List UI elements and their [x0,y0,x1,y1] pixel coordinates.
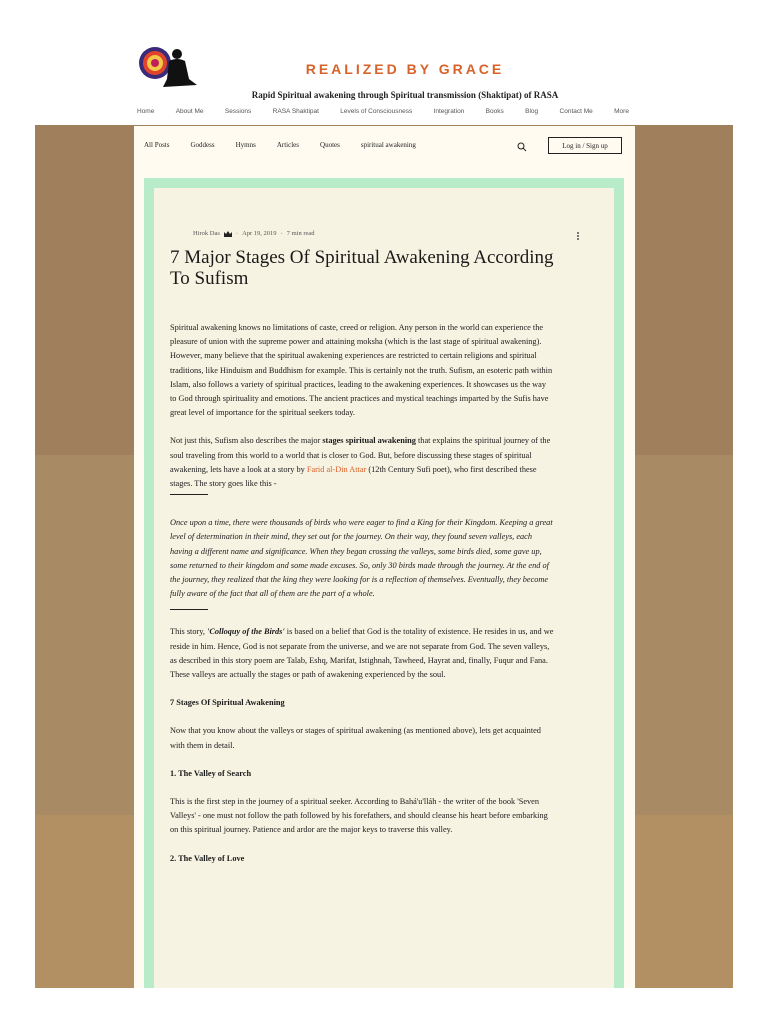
login-signup-button[interactable]: Log in / Sign up [548,137,622,154]
heading-7-stages: 7 Stages Of Spiritual Awakening [170,698,285,708]
author-name[interactable]: Hirok Das [193,230,220,237]
nav-item-contact-me[interactable]: Contact Me [559,108,593,115]
heading-valley-of-search: 1. The Valley of Search [170,768,252,778]
paragraph-valley-of-search: This is the first step in the journey of a spiritual seeker. According to Bahá'u'lláh - the writer of the book 'Seven Valleys' - one must not follow the path followed by his forefathers, and should cleanse his heart before embarking on this spiritual journey. Patience and ardor are the major keys to traverse this valley. [170,797,548,835]
post-card-border [144,178,624,988]
post-meta [193,230,315,237]
crown-icon [224,231,232,237]
paragraph-stages-intro [170,434,554,491]
nav-item-more[interactable]: More [614,108,629,115]
bold-italic-text: 'Colloquy of the Birds' [207,627,285,637]
page [35,35,733,988]
story-quote: Once upon a time, there were thousands of birds who were eager to find a King for their Kingdom. Keeping a great level of determination in their mind, they set out for the journey. On their way, they found seven valleys, each having a different name and significance. When they began crossing the valleys, some birds died, some gave up, some returned to their kingdom and some made excuses. So, only 30 birds made through the journey. At the end of the journey, they realized that the king they were looking for is a reflection of themselves. Eventually, they become fully aware of the fact that all of them are the part of a whole. [170,518,553,599]
text-run: Not just this, Sufism also describes the major [170,436,323,446]
category-list [144,141,416,149]
search-icon[interactable] [517,142,527,152]
category-spiritual-awakening[interactable]: spiritual awakening [360,141,416,149]
link-farid-al-din-attar[interactable]: Farid al-Din Attar [306,464,367,474]
more-options-icon[interactable] [576,231,580,243]
meta-separator: · [235,230,239,237]
divider [170,609,208,610]
category-all-posts[interactable]: All Posts [144,141,170,149]
site-title[interactable]: REALIZED BY GRACE [305,61,505,77]
category-goddess[interactable]: Goddess [190,141,215,149]
read-time: 7 min read [286,230,315,237]
paragraph-story [170,516,554,601]
nav-item-rasa-shaktipat[interactable]: RASA Shaktipat [272,108,319,115]
category-hymns[interactable]: Hymns [235,141,256,149]
post-body [170,321,554,866]
nav-item-books[interactable]: Books [485,108,504,115]
blog-category-bar [134,126,635,168]
main-nav [137,108,629,115]
category-quotes[interactable]: Quotes [320,141,340,149]
paragraph-valleys-intro: Now that you know about the valleys or stages of spiritual awakening (as mentioned above), lets get acquainted with them in detail. [170,726,541,750]
site-tagline: Rapid Spiritual awakening through Spiritual transmission (Shaktipat) of RASA [251,90,559,100]
meta-separator: · [280,230,283,237]
post-date: Apr 19, 2019 [242,230,277,237]
nav-item-sessions[interactable]: Sessions [224,108,252,115]
nav-item-home[interactable]: Home [137,108,155,115]
nav-item-levels-of-consciousness[interactable]: Levels of Consciousness [340,108,413,115]
nav-item-integration[interactable]: Integration [433,108,465,115]
text-run: This story, [170,627,208,637]
text-run: (12th Century Sufi poet), who first described these stages. The story goes like this - [170,464,537,489]
post-title: 7 Major Stages Of Spiritual Awakening According To Sufism [170,247,554,289]
text-run: is based on a belief that God is the totality of existence. He resides in us, and we reside in him. Hence, God is not separate from the universe, and we are not separate from God. The seven valleys, as described in this story poem are Talab, Eshq, Marifat, Istighnah, Tawheed, Hayrat and, finally, Fuqur and Fana. These valleys are actually the stages or path of awakening experienced by the soul. [170,627,554,680]
post-card [154,188,614,988]
site-header [35,35,733,125]
category-articles[interactable]: Articles [276,141,300,149]
post-frame [134,168,635,988]
nav-item-blog[interactable]: Blog [525,108,539,115]
heading-valley-of-love: 2. The Valley of Love [170,853,245,863]
bold-text: stages spiritual awakening [322,436,416,446]
divider [170,494,208,495]
paragraph-colloquy [170,625,554,682]
paragraph-intro: Spiritual awakening knows no limitations of caste, creed or religion. Any person in the world can experience the pleasure of union with the supreme power and attaining moksha (which is the last stage of spiritual awakening). However, many believe that the spiritual awakening experiences are restricted to certain religions and spiritual traditions, like Hinduism and Buddhism for example. This is certainly not the truth. Sufism, an esoteric path within Islam, also follows a variety of spiritual practices, leading to the awakening experiences. It showcases us the way to God through spirituality and emotions. The ancient practices and mystical teachings imparted by the Sufis have great level of importance for the spiritual seekers today. [170,323,553,418]
text-run: that explains the spiritual journey of the soul traveling from this world to a world that is closer to God. But, before discussing these stages of spiritual awakening, lets have a look at a story by [170,436,551,474]
nav-item-about-me[interactable]: About Me [175,108,204,115]
